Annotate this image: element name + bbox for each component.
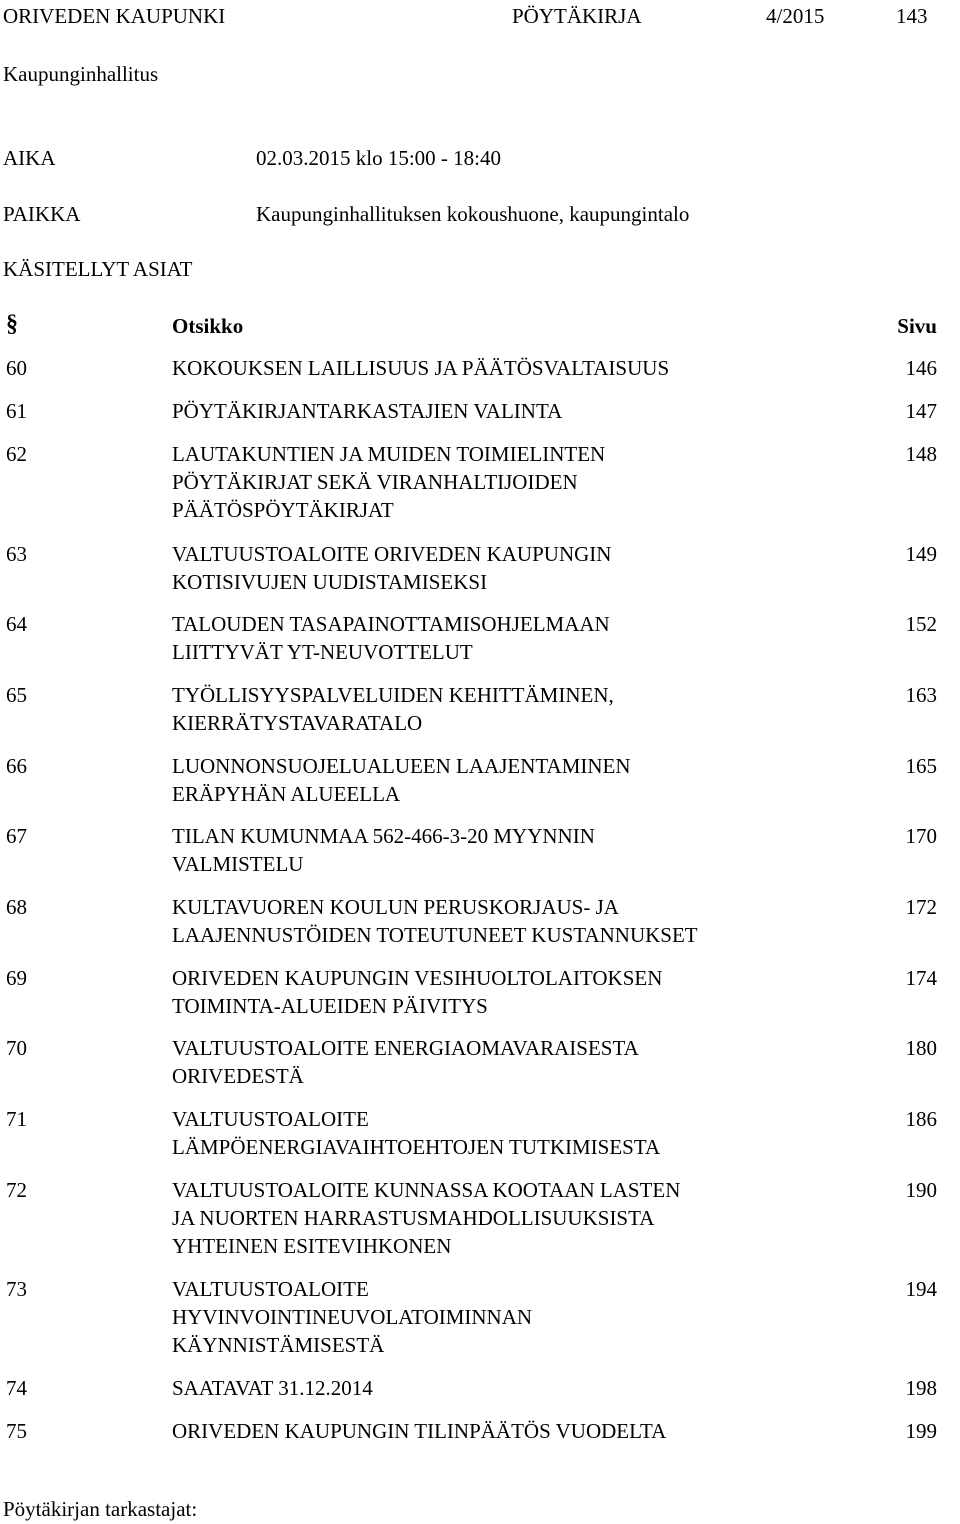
agenda-item-page: 148 [905, 442, 937, 466]
agenda-item-title-line: KULTAVUOREN KOULUN PERUSKORJAUS- JA [172, 895, 619, 919]
agenda-item-page: 186 [905, 1107, 937, 1131]
agenda-item-number: 60 [6, 356, 27, 380]
footer-label: Pöytäkirjan tarkastajat: [3, 1497, 198, 1521]
agenda-item-page: 170 [905, 824, 937, 848]
agenda-item-title-line: SAATAVAT 31.12.2014 [172, 1376, 373, 1400]
agenda-item-title-line: LUONNONSUOJELUALUEEN LAAJENTAMINEN [172, 754, 631, 778]
agenda-item-number: 73 [6, 1277, 27, 1301]
agenda-item-number: 67 [6, 824, 27, 848]
agenda-item-number: 64 [6, 612, 27, 636]
time-value: 02.03.2015 klo 15:00 - 18:40 [256, 146, 501, 170]
agenda-item-title-line: VALTUUSTOALOITE [172, 1277, 369, 1301]
organization-name: ORIVEDEN KAUPUNKI [3, 4, 226, 28]
agenda-item-number: 63 [6, 542, 27, 566]
agenda-item-page: 190 [905, 1178, 937, 1202]
page-number: 143 [896, 4, 928, 28]
agenda-item-title-line: PÖYTÄKIRJAT SEKÄ VIRANHALTIJOIDEN [172, 470, 578, 494]
agenda-item-page: 146 [905, 356, 937, 380]
agenda-item-number: 72 [6, 1178, 27, 1202]
agenda-item-number: 68 [6, 895, 27, 919]
agenda-item-title-line: KOKOUKSEN LAILLISUUS JA PÄÄTÖSVALTAISUUS [172, 356, 670, 380]
agenda-item-title-line: KÄYNNISTÄMISESTÄ [172, 1333, 385, 1357]
agenda-item-number: 62 [6, 442, 27, 466]
place-label: PAIKKA [3, 202, 81, 226]
column-header-title: Otsikko [172, 314, 244, 338]
agenda-item-page: 147 [905, 399, 937, 423]
agenda-item-title-line: TOIMINTA-ALUEIDEN PÄIVITYS [172, 994, 488, 1018]
agenda-item-title-line: ORIVEDESTÄ [172, 1064, 304, 1088]
agenda-item-title-line: JA NUORTEN HARRASTUSMAHDOLLISUUKSISTA [172, 1206, 655, 1230]
agenda-item-title-line: HYVINVOINTINEUVOLATOIMINNAN [172, 1305, 533, 1329]
agenda-item-title-line: VALTUUSTOALOITE ORIVEDEN KAUPUNGIN [172, 542, 612, 566]
agenda-item-title-line: VALMISTELU [172, 852, 304, 876]
document-type: PÖYTÄKIRJA [512, 4, 642, 28]
place-value: Kaupunginhallituksen kokoushuone, kaupungintalo [256, 202, 690, 226]
agenda-item-page: 199 [905, 1419, 937, 1443]
agenda-item-page: 163 [905, 683, 937, 707]
agenda-item-number: 70 [6, 1036, 27, 1060]
agenda-item-number: 69 [6, 966, 27, 990]
agenda-item-title-line: TYÖLLISYYSPALVELUIDEN KEHITTÄMINEN, [172, 683, 614, 707]
agenda-item-title-line: ORIVEDEN KAUPUNGIN VESIHUOLTOLAITOKSEN [172, 966, 663, 990]
agenda-item-title-line: PÖYTÄKIRJANTARKASTAJIEN VALINTA [172, 399, 563, 423]
agenda-item-number: 74 [6, 1376, 27, 1400]
agenda-item-number: 71 [6, 1107, 27, 1131]
time-label: AIKA [3, 146, 56, 170]
agenda-item-title-line: KIERRÄTYSTAVARATALO [172, 711, 423, 735]
column-header-page: Sivu [897, 314, 937, 338]
agenda-item-title-line: ORIVEDEN KAUPUNGIN TILINPÄÄTÖS VUODELTA [172, 1419, 667, 1443]
agenda-item-number: 66 [6, 754, 27, 778]
agenda-item-page: 194 [905, 1277, 937, 1301]
agenda-item-page: 149 [905, 542, 937, 566]
agenda-item-number: 61 [6, 399, 27, 423]
agenda-item-title-line: VALTUUSTOALOITE ENERGIAOMAVARAISESTA [172, 1036, 639, 1060]
agenda-item-title-line: LÄMPÖENERGIAVAIHTOEHTOJEN TUTKIMISESTA [172, 1135, 661, 1159]
agenda-item-title-line: YHTEINEN ESITEVIHKONEN [172, 1234, 452, 1258]
agenda-item-title-line: LAUTAKUNTIEN JA MUIDEN TOIMIELINTEN [172, 442, 606, 466]
agenda-item-title-line: VALTUUSTOALOITE KUNNASSA KOOTAAN LASTEN [172, 1178, 681, 1202]
agenda-item-title-line: TILAN KUMUNMAA 562-466-3-20 MYYNNIN [172, 824, 595, 848]
paragraph-icon: § [6, 311, 18, 337]
section-title: KÄSITELLYT ASIAT [3, 257, 193, 281]
agenda-item-page: 180 [905, 1036, 937, 1060]
agenda-item-title-line: LAAJENNUSTÖIDEN TOTEUTUNEET KUSTANNUKSET [172, 923, 698, 947]
agenda-item-page: 152 [905, 612, 937, 636]
agenda-item-page: 172 [905, 895, 937, 919]
agenda-item-number: 65 [6, 683, 27, 707]
agenda-item-title-line: TALOUDEN TASAPAINOTTAMISOHJELMAAN [172, 612, 610, 636]
agenda-item-title-line: LIITTYVÄT YT-NEUVOTTELUT [172, 640, 473, 664]
governing-body: Kaupunginhallitus [3, 62, 159, 86]
agenda-item-title-line: KOTISIVUJEN UUDISTAMISEKSI [172, 570, 488, 594]
issue-number: 4/2015 [766, 4, 825, 28]
agenda-item-page: 174 [905, 966, 937, 990]
agenda-item-page: 165 [905, 754, 937, 778]
agenda-item-page: 198 [905, 1376, 937, 1400]
agenda-item-title-line: VALTUUSTOALOITE [172, 1107, 369, 1131]
agenda-item-number: 75 [6, 1419, 27, 1443]
agenda-item-title-line: PÄÄTÖSPÖYTÄKIRJAT [172, 498, 394, 522]
agenda-item-title-line: ERÄPYHÄN ALUEELLA [172, 782, 401, 806]
